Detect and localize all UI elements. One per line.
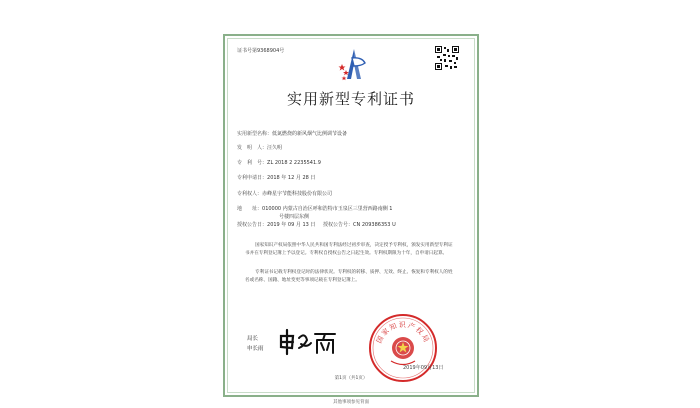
seal-date: 2019年09月13日 <box>403 365 444 371</box>
address-row <box>237 206 392 212</box>
signer-name: 申长雨 <box>247 346 264 352</box>
patentee-label: 专利权人： <box>237 191 263 197</box>
patent-number-value: ZL 2018 2 2235541.9 <box>267 160 321 166</box>
legal-status-paragraph: 专利证书记载专利权登记时的法律状况。专利权的转移、质押、无效、终止、恢复和专利权人的姓名或名称、国籍、地址变更等事项记载在专利登记簿上。 <box>245 270 453 283</box>
director-signature <box>277 326 339 356</box>
grant-number-value: CN 209386353 U <box>353 222 396 228</box>
grant-number-label: 授权公告号： <box>323 222 354 228</box>
grant-date-value: 2019 年 09 月 13 日 <box>267 222 316 228</box>
patent-number-label: 专 利 号： <box>237 160 268 166</box>
inventor-label: 发 明 人： <box>237 145 268 151</box>
patent-certificate <box>223 34 479 405</box>
grant-statement-paragraph: 国家知识产权局依照中华人民共和国专利法经过初步审查，决定授予专利权，颁发实用新型专利证书并在专利登记簿上予以登记。专利权自授权公告之日起生效。专利权期限为十年，自申请日起算。 <box>245 243 453 256</box>
grant-date-label: 授权公告日： <box>237 222 268 228</box>
filing-date-value: 2018 年 12 月 28 日 <box>267 175 316 181</box>
signer-title: 局长 <box>247 336 259 342</box>
footer-note: 其他事项参见背面 <box>333 400 369 405</box>
patent-number-row <box>237 160 321 166</box>
address-label: 地 址： <box>237 206 263 212</box>
certificate-number: 证书号第9368904号 <box>237 48 285 54</box>
official-seal <box>367 312 439 384</box>
certificate-title: 实用新型专利证书 <box>286 90 415 108</box>
patentee-value: 赤峰星宇节能科技股份有限公司 <box>262 191 333 197</box>
address-continuation: 号楼四层东侧 <box>279 214 310 220</box>
inventor-value: 汪久明 <box>267 145 283 151</box>
patentee-row <box>237 191 332 197</box>
page-info: 第1页（共1页） <box>334 376 368 381</box>
inventor-row <box>237 145 282 151</box>
filing-date-row <box>237 175 315 181</box>
utility-model-name-value: 低氮燃烧的新风烟气比例调节设备 <box>272 131 348 137</box>
filing-date-label: 专利申请日： <box>237 175 268 181</box>
qr-code-icon <box>435 46 459 70</box>
cnipa-logo-icon <box>336 46 372 82</box>
address-value: 010000 内蒙古自治区呼和浩特市玉泉区三里营西路南侧 1 <box>262 206 393 212</box>
seal-text: 国家知识产权局 <box>375 321 431 345</box>
utility-model-name-label: 实用新型名称： <box>237 131 273 137</box>
utility-model-name-row <box>237 131 347 137</box>
grant-info-row <box>237 222 396 228</box>
